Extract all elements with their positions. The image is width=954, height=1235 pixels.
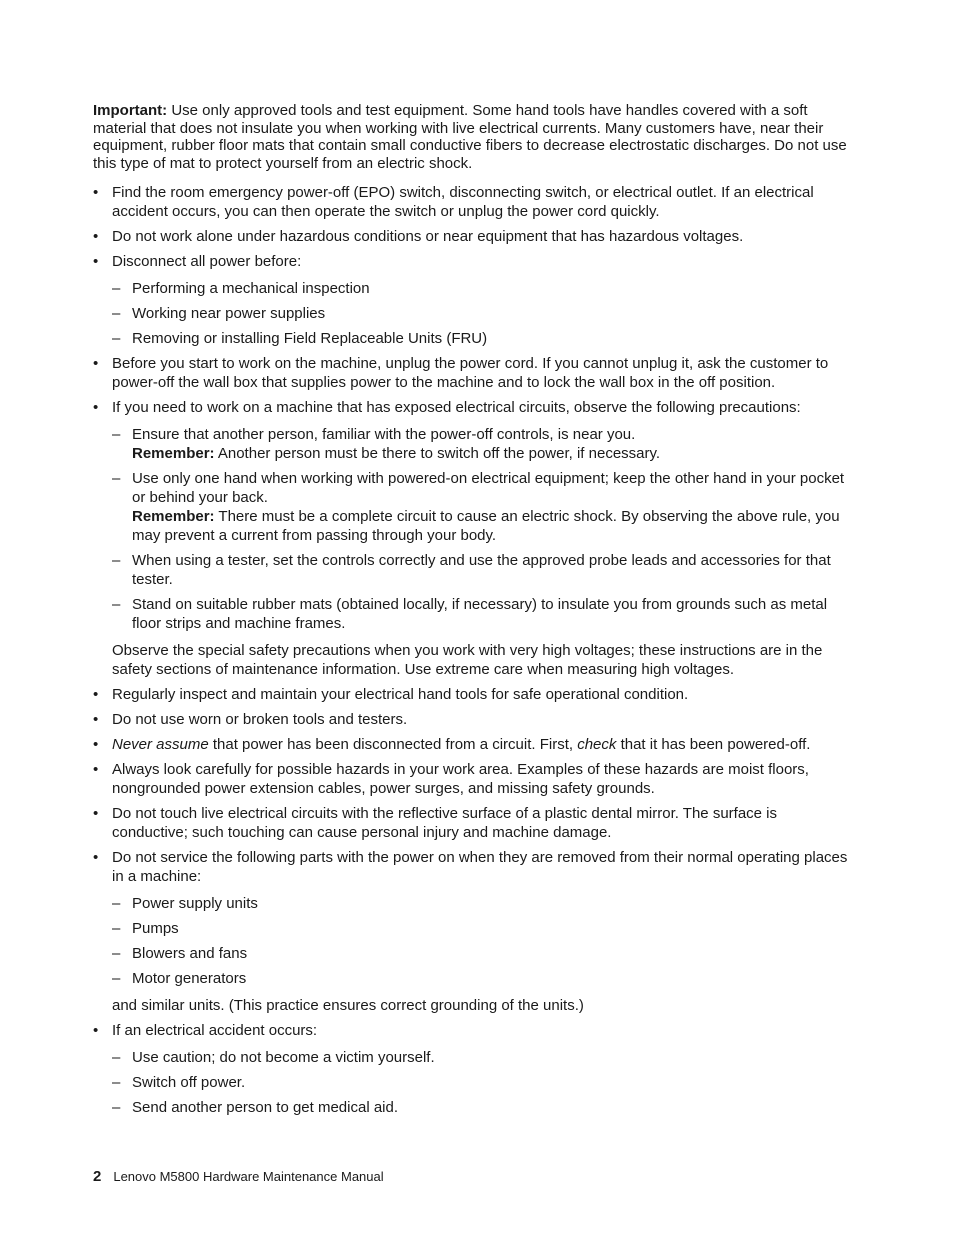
bullet-icon: • bbox=[93, 1022, 99, 1039]
sub-list-item bbox=[112, 944, 853, 963]
list-item bbox=[93, 183, 853, 221]
item-text: If an electrical accident occurs: bbox=[112, 1022, 318, 1039]
item-text: Do not touch live electrical circuits with the reflective surface of a plastic dental mirror. The surface is conductive; such touching can cause personal injury and machine damage. bbox=[112, 805, 778, 841]
safety-bullet-list bbox=[93, 183, 853, 1117]
remember-note bbox=[132, 507, 853, 545]
sub-item-text: Working near power supplies bbox=[132, 305, 326, 322]
bullet-icon: • bbox=[93, 399, 99, 416]
list-item bbox=[93, 354, 853, 392]
emphasis-check: check bbox=[577, 736, 617, 753]
sub-item-text: When using a tester, set the controls correctly and use the approved probe leads and accessories for that tester. bbox=[132, 552, 831, 588]
item-text-part: that it has been powered-off. bbox=[616, 736, 811, 753]
sub-list-item bbox=[112, 329, 853, 348]
list-item bbox=[93, 252, 853, 348]
remember-label: Remember: bbox=[132, 445, 215, 462]
sub-item-text: Switch off power. bbox=[132, 1074, 246, 1091]
page-footer bbox=[93, 1168, 384, 1185]
sub-item-text: Motor generators bbox=[132, 970, 247, 987]
list-item bbox=[93, 1021, 853, 1117]
sub-item-text: Send another person to get medical aid. bbox=[132, 1099, 399, 1116]
list-item bbox=[93, 760, 853, 798]
important-label: Important: bbox=[93, 102, 168, 119]
high-voltage-paragraph: Observe the special safety precautions when you work with very high voltages; these instructions are in the safety sections of maintenance information. Use extreme care when measuring high voltages. bbox=[112, 642, 823, 678]
item-text: Regularly inspect and maintain your electrical hand tools for safe operational condition. bbox=[112, 686, 689, 703]
sub-item-text: Stand on suitable rubber mats (obtained locally, if necessary) to insulate you from grounds such as metal floor strips and machine frames. bbox=[132, 596, 828, 632]
item-text: Before you start to work on the machine, unplug the power cord. If you cannot unplug it, ask the customer to power-off the wall box that supplies power to the machine and to lock the wall box in the off position. bbox=[112, 355, 829, 391]
sub-list bbox=[112, 1048, 853, 1117]
sub-list-item bbox=[112, 969, 853, 988]
sub-item-text: Ensure that another person, familiar with the power-off controls, is near you. bbox=[132, 426, 636, 443]
item-text: Do not service the following parts with the power on when they are removed from their normal operating places in a machine: bbox=[112, 849, 848, 885]
bullet-icon: • bbox=[93, 228, 99, 245]
dash-icon: – bbox=[112, 945, 121, 962]
bullet-icon: • bbox=[93, 686, 99, 703]
item-text: Do not work alone under hazardous conditions or near equipment that has hazardous voltages. bbox=[112, 228, 744, 245]
list-item bbox=[93, 804, 853, 842]
item-text: If you need to work on a machine that has exposed electrical circuits, observe the following precautions: bbox=[112, 399, 801, 416]
item-text: Always look carefully for possible hazards in your work area. Examples of these hazards are moist floors, nongrounded power extension cables, power surges, and missing safety grounds. bbox=[112, 761, 809, 797]
sub-item-text: Use only one hand when working with powered-on electrical equipment; keep the other hand in your pocket or behind your back. bbox=[132, 470, 845, 506]
item-text: Disconnect all power before: bbox=[112, 253, 302, 270]
bullet-icon: • bbox=[93, 355, 99, 372]
sub-list-item bbox=[112, 304, 853, 323]
list-item bbox=[93, 710, 853, 729]
sub-list bbox=[112, 894, 853, 988]
remember-label: Remember: bbox=[132, 508, 215, 525]
item-text: Find the room emergency power-off (EPO) switch, disconnecting switch, or electrical outlet. If an electrical accident occurs, you can then operate the switch or unplug the power cord quickly. bbox=[112, 184, 814, 220]
dash-icon: – bbox=[112, 1099, 121, 1116]
remember-text: Another person must be there to switch off the power, if necessary. bbox=[214, 445, 661, 462]
sub-list bbox=[112, 425, 853, 633]
dash-icon: – bbox=[112, 552, 121, 569]
sub-item-text: Pumps bbox=[132, 920, 179, 937]
bullet-icon: • bbox=[93, 711, 99, 728]
sub-item-text: Blowers and fans bbox=[132, 945, 248, 962]
item-text-part: that power has been disconnected from a circuit. First, bbox=[208, 736, 578, 753]
emphasis-never-assume: Never assume bbox=[112, 736, 209, 753]
sub-item-text: Performing a mechanical inspection bbox=[132, 280, 370, 297]
sub-list bbox=[112, 279, 853, 348]
important-notice bbox=[93, 102, 853, 172]
similar-units-paragraph: and similar units. (This practice ensures correct grounding of the units.) bbox=[112, 997, 584, 1014]
sub-list-item bbox=[112, 1073, 853, 1092]
sub-list-item bbox=[112, 551, 853, 589]
manual-title: Lenovo M5800 Hardware Maintenance Manual bbox=[113, 1169, 384, 1184]
remember-text: There must be a complete circuit to cause an electric shock. By observing the above rule, you may prevent a current from passing through your body. bbox=[132, 508, 840, 544]
dash-icon: – bbox=[112, 305, 121, 322]
sub-item-text: Use caution; do not become a victim yourself. bbox=[132, 1049, 435, 1066]
dash-icon: – bbox=[112, 330, 121, 347]
sub-list-item bbox=[112, 279, 853, 298]
sub-item-text: Removing or installing Field Replaceable Units (FRU) bbox=[132, 330, 488, 347]
item-text: Do not use worn or broken tools and testers. bbox=[112, 711, 408, 728]
dash-icon: – bbox=[112, 1049, 121, 1066]
bullet-icon: • bbox=[93, 736, 99, 753]
page-content bbox=[93, 102, 853, 1123]
sub-list-item bbox=[112, 425, 853, 463]
bullet-icon: • bbox=[93, 805, 99, 822]
bullet-icon: • bbox=[93, 761, 99, 778]
dash-icon: – bbox=[112, 895, 121, 912]
list-item bbox=[93, 735, 853, 754]
sub-item-text: Power supply units bbox=[132, 895, 258, 912]
sub-list-item bbox=[112, 595, 853, 633]
important-text: Use only approved tools and test equipment. Some hand tools have handles covered with a soft material that does not insulate you when working with live electrical currents. Many customers have, near their equipment, rubber floor mats that contain small conductive fibers to decrease electrostatic discharges. Do not use this type of mat to protect yourself from an electric shock. bbox=[93, 102, 847, 172]
dash-icon: – bbox=[112, 470, 121, 487]
sub-list-item bbox=[112, 1048, 853, 1067]
list-item bbox=[93, 685, 853, 704]
dash-icon: – bbox=[112, 1074, 121, 1091]
remember-note bbox=[132, 444, 853, 463]
bullet-icon: • bbox=[93, 253, 99, 270]
dash-icon: – bbox=[112, 970, 121, 987]
sub-list-item bbox=[112, 894, 853, 913]
sub-list-item bbox=[112, 1098, 853, 1117]
page-number: 2 bbox=[93, 1168, 102, 1185]
bullet-icon: • bbox=[93, 849, 99, 866]
list-item bbox=[93, 398, 853, 679]
dash-icon: – bbox=[112, 280, 121, 297]
dash-icon: – bbox=[112, 426, 121, 443]
sub-list-item bbox=[112, 469, 853, 545]
list-item bbox=[93, 848, 853, 1015]
dash-icon: – bbox=[112, 596, 121, 613]
dash-icon: – bbox=[112, 920, 121, 937]
list-item bbox=[93, 227, 853, 246]
item-text bbox=[112, 736, 810, 753]
bullet-icon: • bbox=[93, 184, 99, 201]
sub-list-item bbox=[112, 919, 853, 938]
